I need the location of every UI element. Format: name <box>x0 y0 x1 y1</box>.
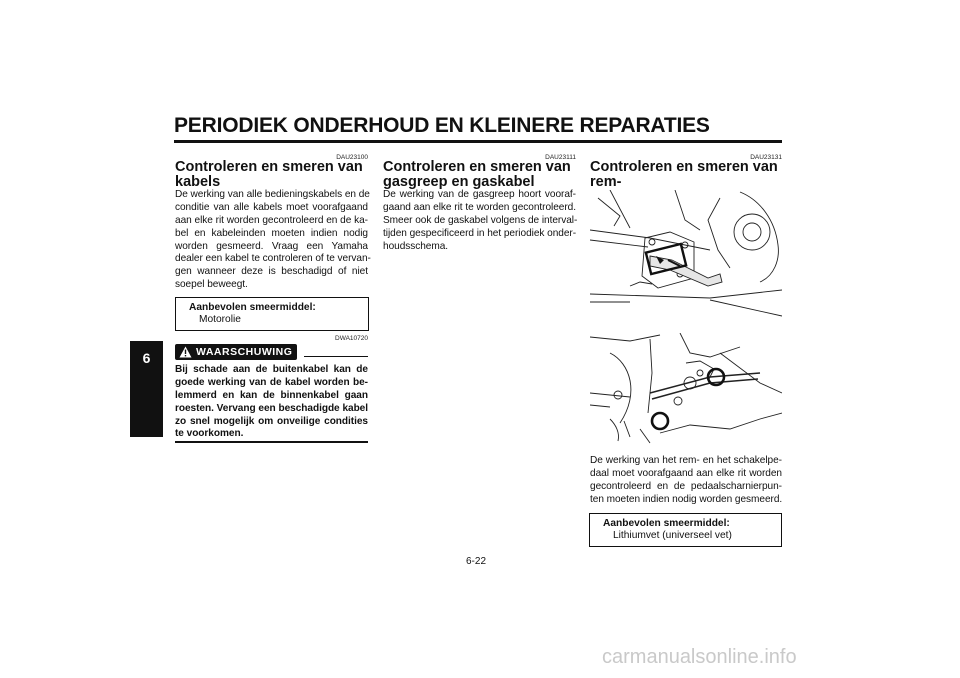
body-line: daal moet voorafgaand aan elke rit worden <box>590 467 782 479</box>
warning-rule <box>304 356 368 357</box>
lubricant-box <box>589 513 782 547</box>
warning-line: roesten. Vervang een beschadigde kabel <box>175 402 368 414</box>
body-line: ten moeten indien nodig worden gesmeerd. <box>590 493 783 505</box>
body-line: gaand aan elke rit te worden gecontroleerd. <box>383 201 576 213</box>
body-line: bel en kabeleinden moeten indien nodig <box>175 227 368 239</box>
section-body <box>175 189 371 292</box>
section-code: DAU23131 <box>750 154 782 161</box>
body-line: De werking van de gasgreep hoort vooraf- <box>383 189 576 200</box>
body-line: conditie van alle kabels moet voorafgaand <box>175 201 368 213</box>
shift-pedal-illustration <box>590 333 782 445</box>
heading-line: Controleren en smeren van <box>175 159 363 175</box>
body-line: soepel beweegt. <box>175 279 248 291</box>
body-line: aan elke rit worden gecontroleerd en de ka- <box>175 214 368 226</box>
section-code: DAU23100 <box>336 154 368 161</box>
heading-line: kabels <box>175 174 221 190</box>
warning-label: WAARSCHUWING <box>196 346 293 358</box>
lubricant-value: Motorolie <box>199 314 241 326</box>
body-line: houdsschema. <box>383 240 449 252</box>
section-heading <box>175 160 375 190</box>
lubricant-label: Aanbevolen smeermiddel: <box>603 518 730 529</box>
warning-line: zo snel mogelijk om onveilige condities <box>175 415 368 427</box>
warning-line: goede werking van de kabel worden be- <box>175 376 368 388</box>
lubricant-value: Lithiumvet (universeel vet) <box>613 530 732 542</box>
warning-text <box>175 364 368 441</box>
lubricant-label: Aanbevolen smeermiddel: <box>189 302 316 313</box>
brake-pedal-illustration <box>590 190 782 326</box>
section-code: DAU23111 <box>545 154 576 161</box>
page-title: PERIODIEK ONDERHOUD EN KLEINERE REPARATIES <box>174 114 710 137</box>
warning-bottom-rule <box>175 441 368 443</box>
chapter-tab: 6 <box>130 341 163 437</box>
body-line: dealer een kabel te controleren of te vervan- <box>175 253 371 265</box>
warning-line: Bij schade aan de buitenkabel kan de <box>175 364 368 375</box>
section-heading <box>383 160 583 190</box>
body-line: worden gesmeerd. Vraag een Yamaha <box>175 240 368 252</box>
section-body <box>590 455 782 507</box>
section-body <box>383 189 576 253</box>
body-line: tijden gespecificeerd in het periodiek onder- <box>383 227 577 239</box>
heading-line: Controleren en smeren van rem- <box>590 159 778 190</box>
lubricant-box <box>175 297 369 331</box>
page-number: 6-22 <box>466 556 487 567</box>
warning-tag <box>175 344 297 360</box>
body-line: gecontroleerd en de pedaalscharnierpun- <box>590 480 782 492</box>
watermark: carmanualsonline.info <box>602 646 797 668</box>
warning-code: DWA10720 <box>335 335 368 342</box>
warning-line: lemmerd en kan de binnenkabel gaan <box>175 389 368 401</box>
body-line: Smeer ook de gaskabel volgens de interval- <box>383 214 578 226</box>
heading-line: gasgreep en gaskabel <box>383 174 535 190</box>
warning-line: te voorkomen. <box>175 428 244 440</box>
warning-triangle-icon <box>179 346 192 358</box>
heading-line: en schakelpedalen <box>590 189 719 205</box>
title-rule <box>174 140 782 143</box>
body-line: gen wanneer deze is beschadigd of niet <box>175 266 368 278</box>
body-line: De werking van alle bedieningskabels en de <box>175 189 370 200</box>
heading-line: Controleren en smeren van <box>383 159 571 175</box>
body-line: De werking van het rem- en het schakelpe- <box>590 455 782 466</box>
